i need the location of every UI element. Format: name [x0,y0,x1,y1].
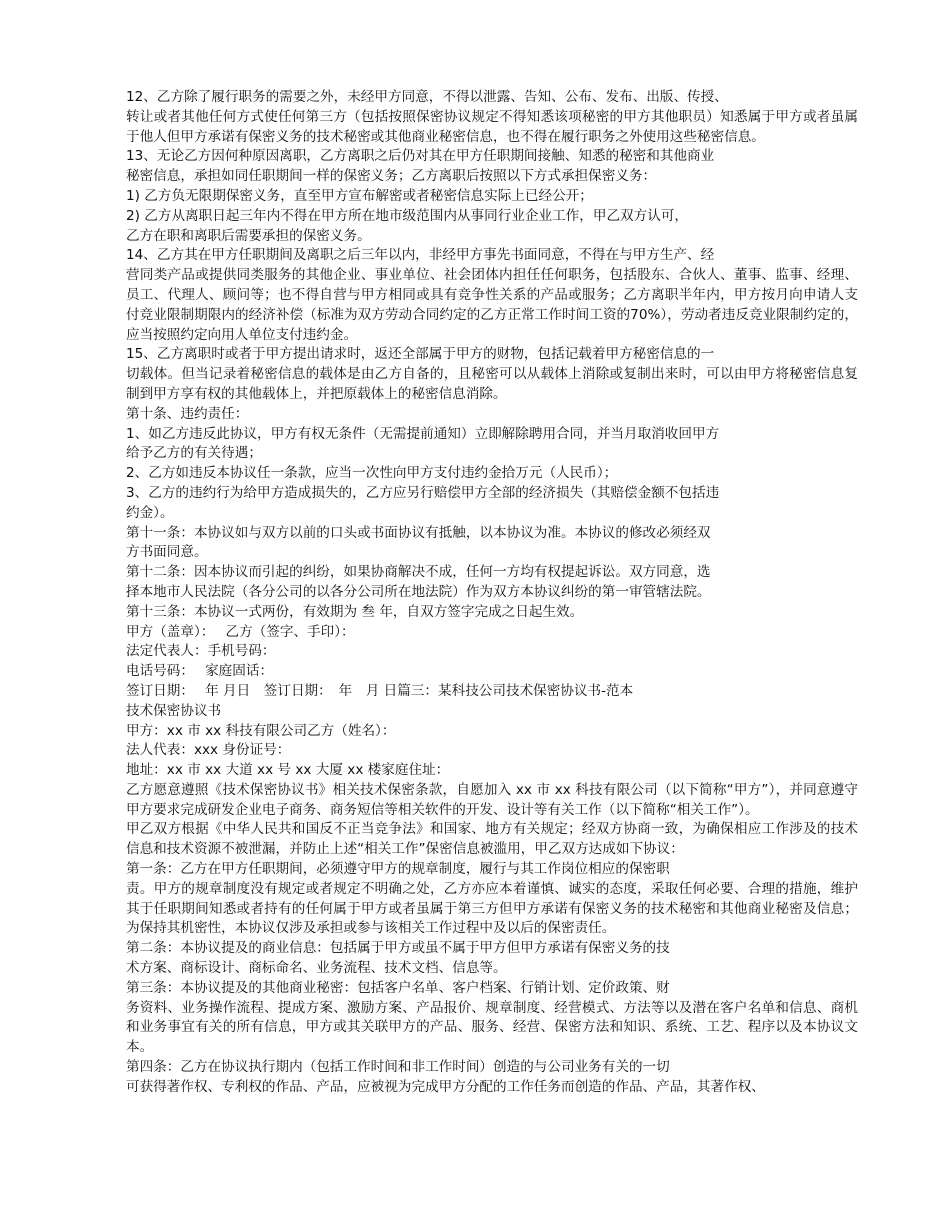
text-line: 地址：xx 市 xx 大道 xx 号 xx 大厦 xx 楼家庭住址： [126,762,450,779]
text-line: 给予乙方的有关待遇； [126,445,262,462]
text-line: 第三条：本协议提及的其他商业秘密：包括客户名单、客户档案、行销计划、定价政策、财 [126,979,670,996]
text-line: 3、乙方的违约行为给甲方造成损失的，乙方应另行赔偿甲方全部的经济损失（其赔偿金额不包括违 [126,484,720,501]
text-line: 电话号码： 家庭固话： [126,663,274,680]
text-line: 1) 乙方负无限期保密义务，直至甲方宣布解密或者秘密信息实际上已经公开； [126,187,593,204]
text-line: 2) 乙方从离职日起三年内不得在甲方所在地市级范围内从事同行业企业工作，甲乙双方认可， [126,207,689,224]
text-line: 乙方愿意遵照《技术保密协议书》相关技术保密条款，自愿加入 xx 市 xx 科技有限公司（以下简称“甲方”），并同意遵守甲方要求完成研发企业电子商务、商务短信等相关软件的开发、设计等有关工作（以下简称“相关工作”）。 [126,781,858,818]
text-line: 乙方在职和离职后需要承担的保密义务。 [126,227,371,244]
text-line: 15、乙方离职时或者于甲方提出请求时，返还全部属于甲方的财物，包括记载着甲方秘密信息的一 [126,346,715,363]
text-line: 营同类产品或提供同类服务的其他企业、事业单位、社会团体内担任任何职务，包括股东、合伙人、董事、监事、经理、员工、代理人、顾问等；也不得自营与甲方相同或具有竞争性关系的产品或服务；乙方离职半年内，甲方按月向申请人支付竞业限制期限内的经济补偿（标准为双方劳动合同约定的乙方正常工作时间工资的70%），劳动者违反竞业限制约定的，应当按照约定向用人单位支付违约金。 [126,267,858,343]
text-line: 1、如乙方违反此协议，甲方有权无条件（无需提前通知）立即解除聘用合同，并当月取消收回甲方 [126,425,720,442]
text-line: 甲方（盖章）： 乙方（签字、手印）： [126,623,355,640]
text-line: 可获得著作权、专利权的作品、产品，应被视为完成甲方分配的工作任务而创造的作品、产品，其著作权、 [126,1078,765,1095]
text-line: 第一条：乙方在甲方任职期间，必须遵守甲方的规章制度，履行与其工作岗位相应的保密职 [126,861,670,878]
text-line: 13、无论乙方因何种原因离职，乙方离职之后仍对其在甲方任职期间接触、知悉的秘密和其他商业 [126,148,715,165]
text-line: 12、乙方除了履行职务的需要之外，未经甲方同意，不得以泄露、告知、公布、发布、出版、传授、 [126,89,728,105]
text-line: 14、乙方其在甲方任职期间及离职之后三年以内，非经甲方事先书面同意，不得在与甲方生产、经 [126,247,715,264]
document-page [88,88,858,1098]
text-line: 转让或者其他任何方式使任何第三方（包括按照保密协议规定不得知悉该项秘密的甲方其他职员）知悉属于甲方或者虽属于他人但甲方承诺有保密义务的技术秘密或其他商业秘密信息，也不得在履行职务之外使用这些秘密信息。 [126,108,858,145]
text-line: 法定代表人：手机号码： [126,643,276,660]
text-line: 甲方：xx 市 xx 科技有限公司乙方（姓名）： [126,722,396,739]
text-line: 2、乙方如违反本协议任一条款，应当一次性向甲方支付违约金拾万元（人民币）； [126,465,618,482]
text-line: 择本地市人民法院（各分公司的以各分公司所在地法院）作为双方本协议纠纷的第一审管辖法院。 [126,583,711,600]
text-line: 第十二条：因本协议而引起的纠纷，如果协商解决不成，任何一方均有权提起诉讼。双方同意，选 [126,564,711,581]
text-line: 第四条：乙方在协议执行期内（包括工作时间和非工作时间）创造的与公司业务有关的一切 [126,1059,670,1076]
text-line: 务资料、业务操作流程、提成方案、激励方案、产品报价、规章制度、经营模式、方法等以及潜在客户名单和信息、商机和业务事宜有关的所有信息，甲方或其关联甲方的产品、服务、经营、保密方法和知识、系统、工艺、程序以及本协议文本。 [126,999,858,1056]
text-line: 第二条：本协议提及的商业信息：包括属于甲方或虽不属于甲方但甲方承诺有保密义务的技 [126,940,670,957]
text-line: 术方案、商标设计、商标命名、业务流程、技术文档、信息等。 [126,960,507,977]
text-line: 第十一条：本协议如与双方以前的口头或书面协议有抵触，以本协议为准。本协议的修改必须经双 [126,524,711,541]
text-line: 签订日期： 年 月日 签订日期： 年 月 日篇三：某科技公司技术保密协议书-范本 [126,682,634,699]
text-line: 法人代表：xxx 身份证号： [126,742,291,759]
text-line: 秘密信息，承担如同任职期间一样的保密义务；乙方离职后按照以下方式承担保密义务： [126,168,657,185]
text-line: 切载体。但当记录着秘密信息的载体是由乙方自备的，且秘密可以从载体上消除或复制出来时，可以由甲方将秘密信息复制到甲方享有权的其他载体上，并把原载体上的秘密信息消除。 [126,366,858,402]
text-line: 第十条、违约责任： [126,405,249,422]
text-line: 责。甲方的规章制度没有规定或者规定不明确之处，乙方亦应本着谨慎、诚实的态度，采取任何必要、合理的措施，维护其于任职期间知悉或者持有的任何属于甲方或者虽属于第三方但甲方承诺有保密义务的技术秘密和其他商业秘密及信息；为保持其机密性，本协议仅涉及承担或参与该相关工作过程中及以后的保密责任。 [126,880,858,937]
text-line: 甲乙双方根据《中华人民共和国反不正当竞争法》和国家、地方有关规定；经双方协商一致，为确保相应工作涉及的技术信息和技术资源不被泄漏，并防止上述“相关工作”保密信息被滥用，甲乙双方达成如下协议： [126,821,858,858]
text-line: 第十三条：本协议一式两份，有效期为 叁 年，自双方签字完成之日起生效。 [126,603,584,620]
text-line: 方书面同意。 [126,544,208,561]
text-line: 约金）。 [126,504,174,521]
text-line: 技术保密协议书 [126,702,222,719]
